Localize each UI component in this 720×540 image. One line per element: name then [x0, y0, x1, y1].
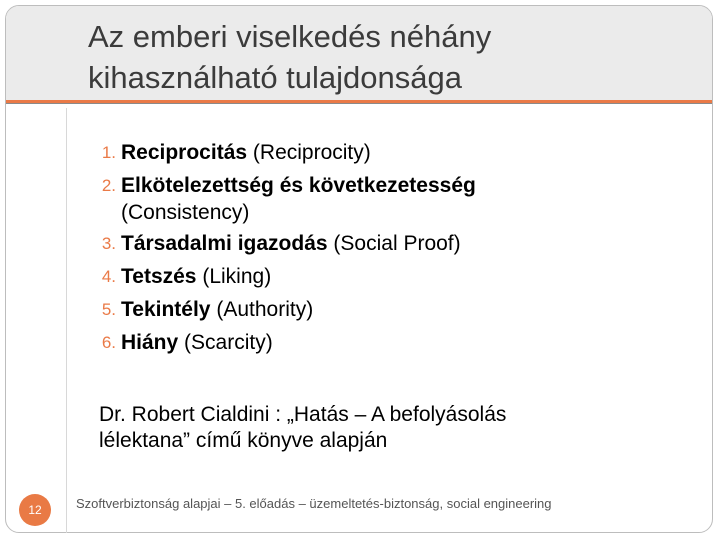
list-english: (Liking) [202, 265, 272, 288]
page-number-badge: 12 [19, 494, 51, 526]
source-line-2: lélektana” című könyve alapján [99, 429, 388, 452]
title-line-1: Az emberi viselkedés néhány [88, 19, 492, 54]
list-number: 3. [101, 234, 116, 253]
slide-title [88, 16, 688, 98]
list-number: 1. [101, 143, 116, 162]
list-term: Elkötelezettség és következetesség [121, 174, 476, 197]
list-item [78, 329, 638, 356]
title-divider [6, 103, 712, 104]
list-english: (Reciprocity) [252, 141, 371, 164]
list-english: (Social Proof) [333, 232, 461, 255]
list-number: 5. [101, 300, 116, 319]
list-number: 2. [101, 176, 116, 195]
list-item [78, 296, 638, 323]
title-line-2: kihasználható tulajdonsága [88, 60, 462, 95]
list-term: Hiány [121, 331, 179, 354]
list-number: 6. [101, 333, 116, 352]
list-number: 4. [101, 267, 116, 286]
list-item [78, 139, 638, 166]
properties-list [78, 139, 638, 362]
title-band [6, 6, 712, 100]
source-note [99, 402, 659, 454]
list-term: Tekintély [121, 298, 211, 321]
list-term: Reciprocitás [121, 141, 248, 164]
list-english: (Consistency) [121, 201, 250, 224]
source-line-1: Dr. Robert Cialdini : „Hatás – A befolyásolás [99, 403, 507, 426]
left-margin-rule [66, 108, 67, 533]
list-english: (Scarcity) [184, 331, 273, 354]
list-item [78, 172, 638, 226]
list-item [78, 230, 638, 257]
list-item [78, 263, 638, 290]
list-term: Tetszés [121, 265, 197, 288]
list-english: (Authority) [216, 298, 314, 321]
footer-text: Szoftverbiztonság alapjai – 5. előadás – üzemeltetés-biztonság, social engineering [76, 496, 552, 511]
list-term: Társadalmi igazodás [121, 232, 328, 255]
